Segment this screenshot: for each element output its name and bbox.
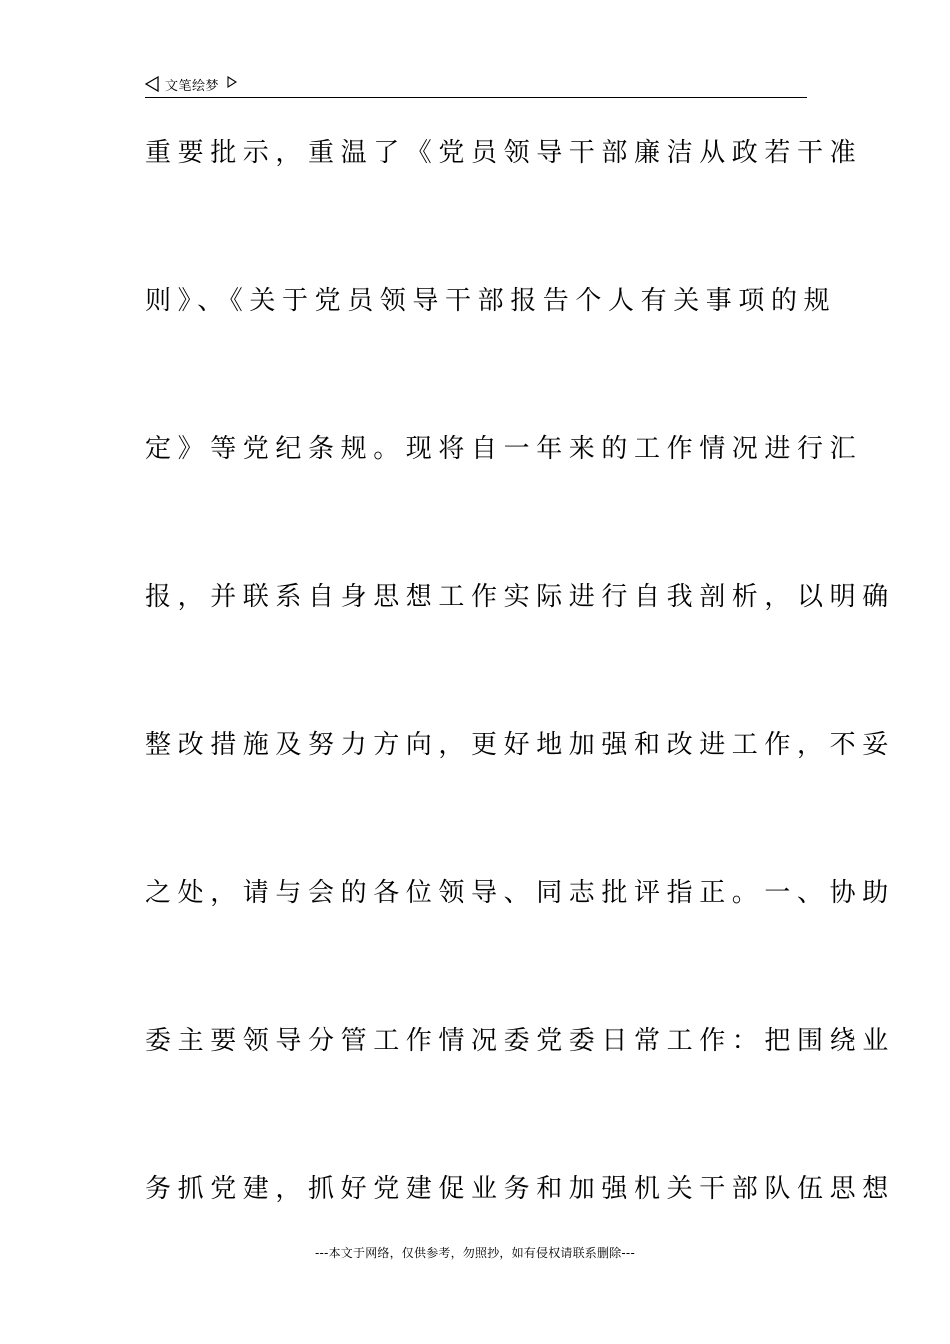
body-line: 定》等党纪条规。现将自一年来的工作情况进行汇 [145,434,863,464]
page-header [145,74,807,98]
body-line: 重要批示，重温了《党员领导干部廉洁从政若干准 [145,138,863,168]
body-line: 务抓党建，抓好党建促业务和加强机关干部队伍思想 [145,1174,895,1204]
body-line: 则》、《关于党员领导干部报告个人有关事项的规 [145,286,837,316]
body-line: 报，并联系自身思想工作实际进行自我剖析，以明确 [145,582,895,612]
footer-notice: ---本文于网络，仅供参考，勿照抄，如有侵权请联系删除--- [315,1246,635,1260]
body-line: 委主要领导分管工作情况委党委日常工作：把围绕业 [145,1026,895,1056]
body-line: 之处，请与会的各位领导、同志批评指正。一、协助 [145,878,895,908]
triangle-left-icon [145,76,159,92]
header-brand [145,74,237,94]
triangle-right-icon [227,76,237,88]
body-line: 整改措施及努力方向，更好地加强和改进工作，不妥 [145,730,895,760]
header-title: 文笔绘梦 [165,78,220,94]
